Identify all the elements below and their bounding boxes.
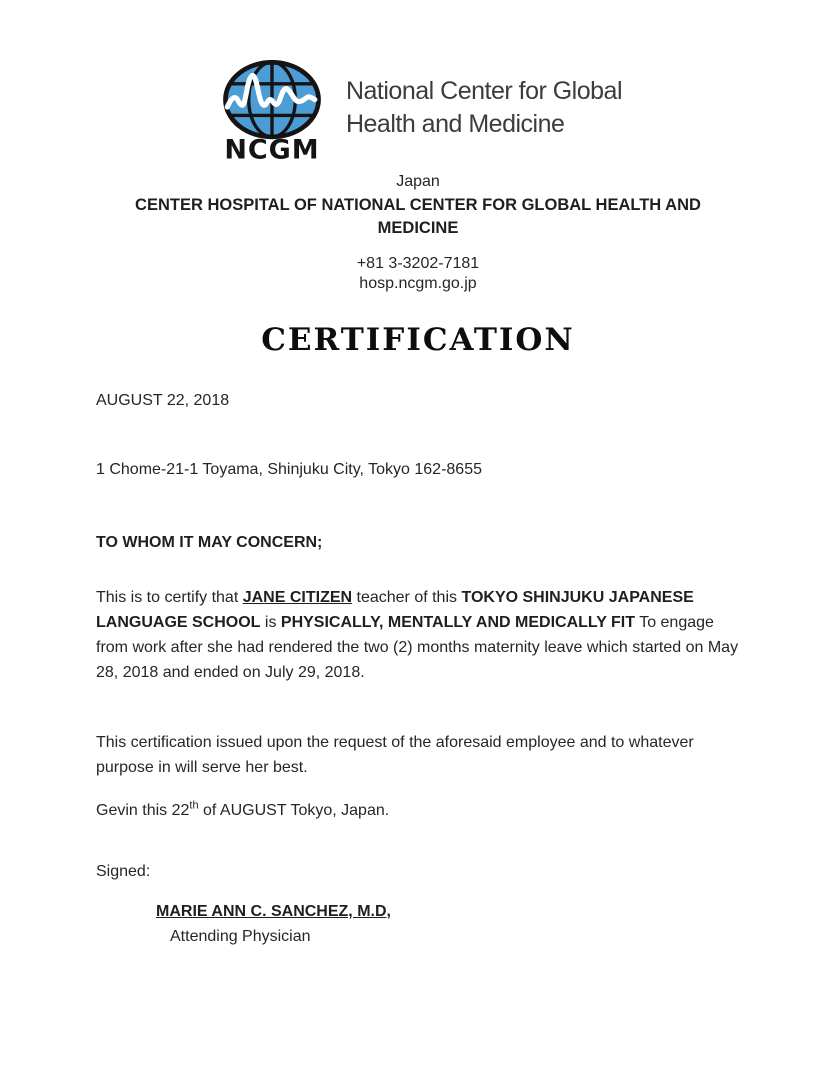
document-title: CERTIFICATION — [261, 322, 575, 358]
organization-name-line1: National Center for Global — [345, 77, 623, 105]
issuance-dateline — [96, 798, 740, 823]
dateline-ordinal: th — [189, 799, 199, 812]
phone-number: +81 3-3202-7181 — [356, 255, 480, 272]
hospital-name: CENTER HOSPITAL OF NATIONAL CENTER FOR GLOBAL HEALTH AND MEDICINE — [135, 196, 701, 237]
country-label: Japan — [396, 173, 440, 190]
salutation: TO WHOM IT MAY CONCERN; — [96, 534, 323, 551]
organization-name-line2: Health and Medicine — [345, 110, 565, 138]
para1-text-4: To engage from work after she had rendered the two (2) months maternity leave which started on May 28, 2018 and ended on July 29, 2018. — [96, 614, 739, 681]
contact-block — [0, 254, 836, 294]
letter-body — [0, 388, 836, 949]
logo-acronym: NCGM — [224, 134, 320, 162]
employee-name: JANE CITIZEN — [242, 589, 353, 606]
dateline-suffix: of AUGUST Tokyo, Japan. — [198, 802, 390, 819]
dateline-prefix: Gevin this 22 — [96, 802, 190, 819]
signatory-title: Attending Physician — [170, 928, 311, 945]
letterhead — [0, 54, 836, 162]
signed-label: Signed: — [96, 863, 151, 880]
para1-text-2: teacher of this — [352, 589, 462, 606]
certification-paragraph — [96, 585, 748, 685]
letter-date: AUGUST 22, 2018 — [96, 392, 230, 409]
organization-name — [346, 75, 622, 141]
purpose-paragraph: This certification issued upon the request of the aforesaid employee and to whatever purpose in will serve her best. — [96, 734, 694, 776]
signatory-name: MARIE ANN C. SANCHEZ, M.D, — [156, 903, 391, 920]
ncgm-globe-logo — [214, 54, 330, 162]
fitness-statement: PHYSICALLY, MENTALLY AND MEDICALLY FIT — [280, 614, 636, 631]
para1-text-3: is — [260, 614, 281, 631]
para1-text-1: This is to certify that — [96, 589, 243, 606]
hospital-address: 1 Chome-21-1 Toyama, Shinjuku City, Tokyo 162-8655 — [96, 461, 482, 478]
school-name: TOKYO SHINJUKU JAPANESE LANGUAGE SCHOOL — [96, 589, 694, 631]
website: hosp.ncgm.go.jp — [359, 275, 477, 292]
